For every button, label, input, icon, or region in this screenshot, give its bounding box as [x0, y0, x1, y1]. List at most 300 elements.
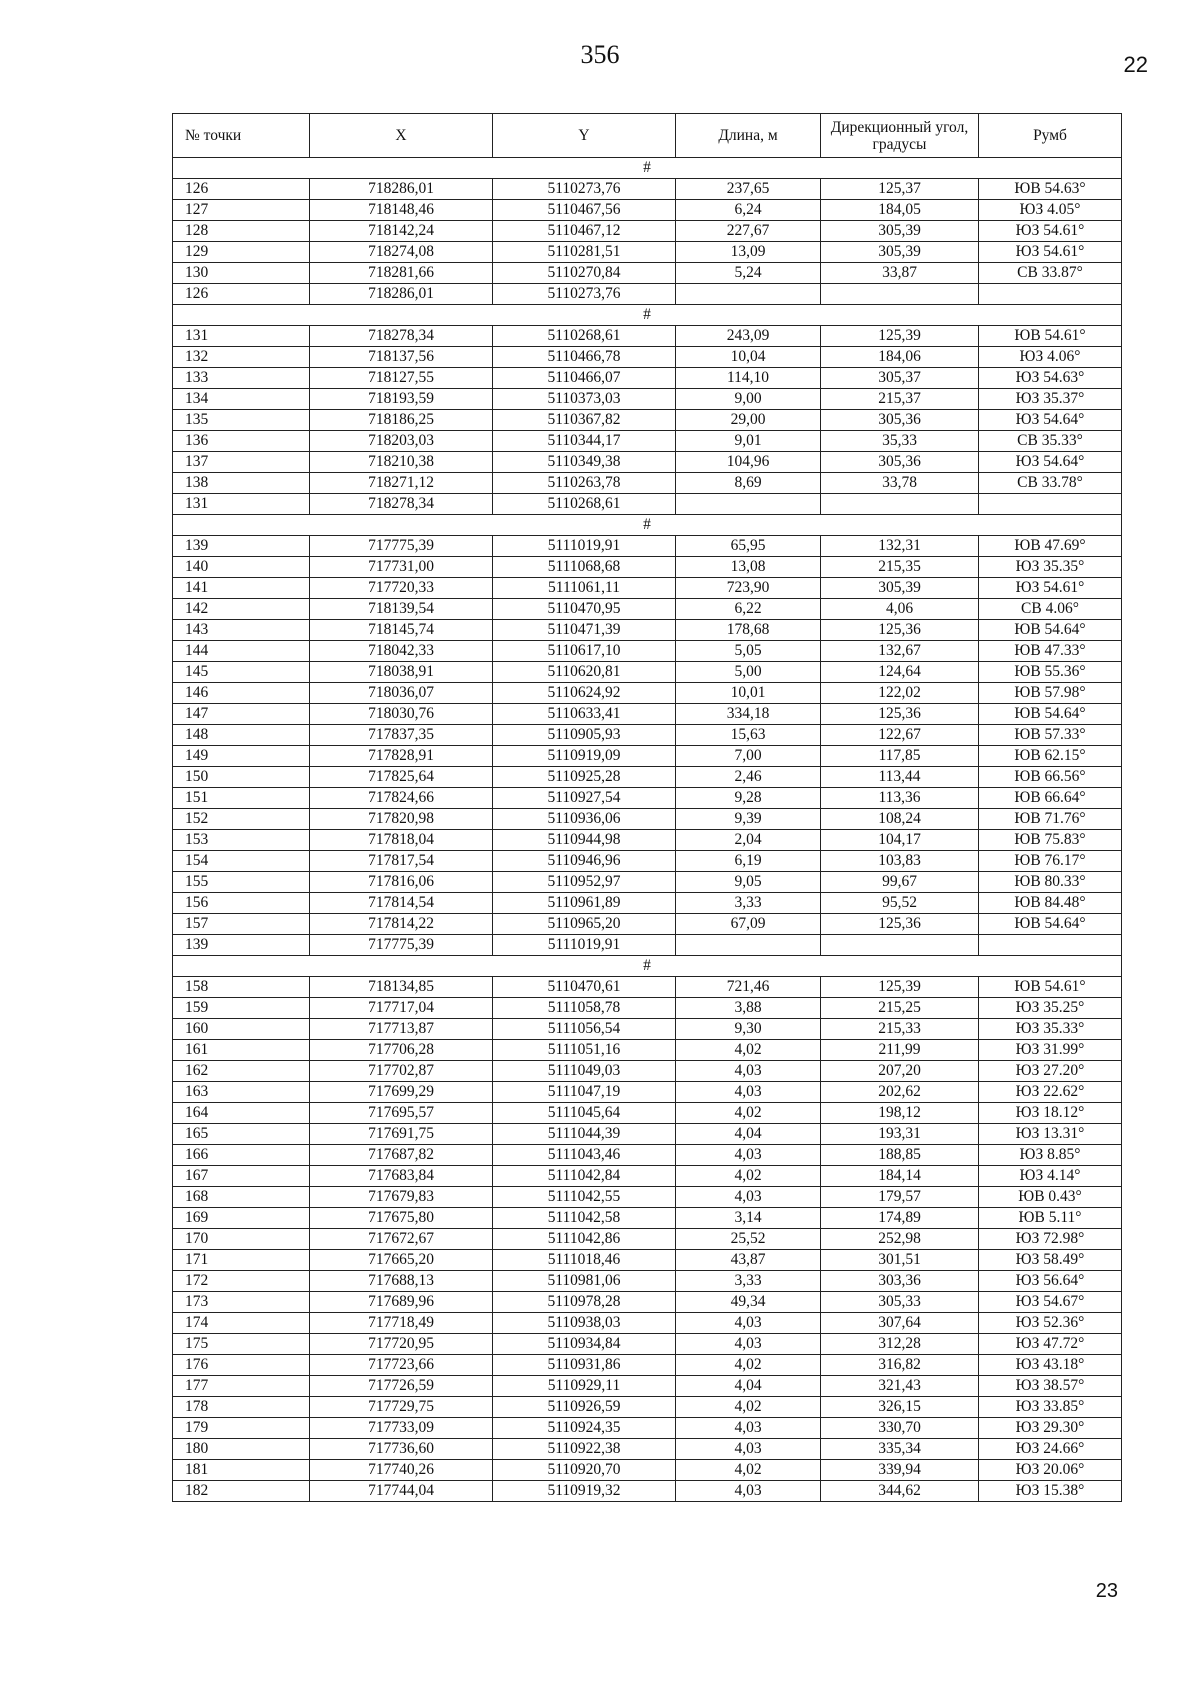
cell-x: 717729,75 — [310, 1397, 493, 1418]
cell-x: 718038,91 — [310, 662, 493, 683]
cell-y: 5111044,39 — [493, 1124, 676, 1145]
cell-y: 5110965,20 — [493, 914, 676, 935]
cell-direction-angle: 117,85 — [821, 746, 979, 767]
cell-length — [676, 935, 821, 956]
table-row — [173, 200, 1122, 221]
table-row — [173, 599, 1122, 620]
table-row — [173, 1145, 1122, 1166]
cell-y: 5111045,64 — [493, 1103, 676, 1124]
cell-direction-angle: 33,87 — [821, 263, 979, 284]
cell-length: 4,03 — [676, 1145, 821, 1166]
cell-x: 718278,34 — [310, 494, 493, 515]
table-row — [173, 1250, 1122, 1271]
cell-rhumb: ЮЗ 18.12° — [979, 1103, 1122, 1124]
cell-x: 717736,60 — [310, 1439, 493, 1460]
cell-rhumb: ЮЗ 31.99° — [979, 1040, 1122, 1061]
table-row — [173, 1040, 1122, 1061]
cell-direction-angle: 99,67 — [821, 872, 979, 893]
cell-x: 718286,01 — [310, 284, 493, 305]
cell-x: 718127,55 — [310, 368, 493, 389]
table-row — [173, 1334, 1122, 1355]
cell-rhumb: ЮЗ 35.25° — [979, 998, 1122, 1019]
cell-point-number: 136 — [173, 431, 310, 452]
cell-length: 4,03 — [676, 1418, 821, 1439]
header-row — [173, 114, 1122, 158]
cell-rhumb: ЮВ 55.36° — [979, 662, 1122, 683]
cell-rhumb: ЮВ 57.98° — [979, 683, 1122, 704]
cell-direction-angle: 215,33 — [821, 1019, 979, 1040]
header-length: Длина, м — [676, 114, 821, 158]
cell-length: 4,04 — [676, 1124, 821, 1145]
table-row — [173, 536, 1122, 557]
cell-point-number: 157 — [173, 914, 310, 935]
cell-point-number: 159 — [173, 998, 310, 1019]
cell-length: 114,10 — [676, 368, 821, 389]
cell-y: 5110925,28 — [493, 767, 676, 788]
cell-x: 717720,33 — [310, 578, 493, 599]
cell-rhumb: ЮВ 71.76° — [979, 809, 1122, 830]
cell-length: 13,09 — [676, 242, 821, 263]
cell-y: 5110938,03 — [493, 1313, 676, 1334]
cell-point-number: 126 — [173, 179, 310, 200]
cell-direction-angle: 125,37 — [821, 179, 979, 200]
cell-y: 5110978,28 — [493, 1292, 676, 1313]
table-row — [173, 410, 1122, 431]
cell-point-number: 182 — [173, 1481, 310, 1502]
cell-y: 5110919,32 — [493, 1481, 676, 1502]
cell-x: 717818,04 — [310, 830, 493, 851]
cell-length: 8,69 — [676, 473, 821, 494]
cell-direction-angle: 113,36 — [821, 788, 979, 809]
cell-y: 5110922,38 — [493, 1439, 676, 1460]
cell-length: 13,08 — [676, 557, 821, 578]
cell-length: 721,46 — [676, 977, 821, 998]
table-row — [173, 431, 1122, 452]
cell-direction-angle: 125,39 — [821, 326, 979, 347]
cell-length: 7,00 — [676, 746, 821, 767]
cell-length: 334,18 — [676, 704, 821, 725]
cell-y: 5110905,93 — [493, 725, 676, 746]
table-row — [173, 1124, 1122, 1145]
cell-length: 5,05 — [676, 641, 821, 662]
cell-point-number: 152 — [173, 809, 310, 830]
page-number-right: 22 — [1123, 52, 1148, 77]
cell-point-number: 141 — [173, 578, 310, 599]
cell-y: 5111042,58 — [493, 1208, 676, 1229]
cell-rhumb: ЮВ 62.15° — [979, 746, 1122, 767]
cell-direction-angle: 125,36 — [821, 914, 979, 935]
cell-rhumb: ЮЗ 54.61° — [979, 242, 1122, 263]
cell-point-number: 147 — [173, 704, 310, 725]
table-row — [173, 1292, 1122, 1313]
cell-length: 65,95 — [676, 536, 821, 557]
cell-x: 717817,54 — [310, 851, 493, 872]
cell-length: 4,03 — [676, 1439, 821, 1460]
table-row — [173, 473, 1122, 494]
cell-point-number: 174 — [173, 1313, 310, 1334]
table-row — [173, 830, 1122, 851]
cell-y: 5110961,89 — [493, 893, 676, 914]
cell-rhumb: ЮВ 47.33° — [979, 641, 1122, 662]
cell-length: 243,09 — [676, 326, 821, 347]
cell-x: 717687,82 — [310, 1145, 493, 1166]
cell-y: 5110466,78 — [493, 347, 676, 368]
cell-length: 67,09 — [676, 914, 821, 935]
section-separator: # — [173, 305, 1122, 326]
cell-direction-angle: 215,25 — [821, 998, 979, 1019]
cell-x: 717814,22 — [310, 914, 493, 935]
cell-x: 717825,64 — [310, 767, 493, 788]
section-separator: # — [173, 515, 1122, 536]
cell-point-number: 131 — [173, 326, 310, 347]
table-row — [173, 347, 1122, 368]
table-row — [173, 1376, 1122, 1397]
cell-y: 5110470,61 — [493, 977, 676, 998]
table-row — [173, 1229, 1122, 1250]
cell-y: 5110624,92 — [493, 683, 676, 704]
cell-length: 4,03 — [676, 1082, 821, 1103]
cell-length: 3,33 — [676, 1271, 821, 1292]
cell-rhumb: ЮВ 66.64° — [979, 788, 1122, 809]
cell-length: 9,28 — [676, 788, 821, 809]
table-row — [173, 1187, 1122, 1208]
cell-length: 9,30 — [676, 1019, 821, 1040]
cell-length: 4,02 — [676, 1166, 821, 1187]
cell-direction-angle: 113,44 — [821, 767, 979, 788]
cell-rhumb: ЮВ 54.64° — [979, 704, 1122, 725]
cell-rhumb: ЮЗ 54.63° — [979, 368, 1122, 389]
section-separator-row — [173, 956, 1122, 977]
table-row — [173, 851, 1122, 872]
cell-x: 718193,59 — [310, 389, 493, 410]
cell-length: 6,22 — [676, 599, 821, 620]
cell-length: 4,03 — [676, 1061, 821, 1082]
section-separator-row — [173, 515, 1122, 536]
cell-point-number: 177 — [173, 1376, 310, 1397]
cell-length: 4,02 — [676, 1397, 821, 1418]
cell-x: 717733,09 — [310, 1418, 493, 1439]
cell-point-number: 162 — [173, 1061, 310, 1082]
cell-direction-angle: 305,37 — [821, 368, 979, 389]
table-row — [173, 1481, 1122, 1502]
cell-rhumb: ЮЗ 4.06° — [979, 347, 1122, 368]
cell-x: 717691,75 — [310, 1124, 493, 1145]
cell-point-number: 144 — [173, 641, 310, 662]
cell-x: 717775,39 — [310, 536, 493, 557]
cell-direction-angle: 132,31 — [821, 536, 979, 557]
table-row — [173, 809, 1122, 830]
cell-x: 718137,56 — [310, 347, 493, 368]
cell-y: 5111049,03 — [493, 1061, 676, 1082]
cell-direction-angle: 124,64 — [821, 662, 979, 683]
cell-point-number: 163 — [173, 1082, 310, 1103]
table-row — [173, 788, 1122, 809]
cell-direction-angle: 344,62 — [821, 1481, 979, 1502]
cell-y: 5110920,70 — [493, 1460, 676, 1481]
cell-point-number: 175 — [173, 1334, 310, 1355]
cell-direction-angle: 122,67 — [821, 725, 979, 746]
cell-direction-angle: 188,85 — [821, 1145, 979, 1166]
cell-y: 5111056,54 — [493, 1019, 676, 1040]
cell-rhumb: ЮЗ 35.35° — [979, 557, 1122, 578]
cell-y: 5110367,82 — [493, 410, 676, 431]
cell-y: 5110952,97 — [493, 872, 676, 893]
section-separator-row — [173, 158, 1122, 179]
cell-x: 718274,08 — [310, 242, 493, 263]
cell-point-number: 135 — [173, 410, 310, 431]
cell-rhumb: ЮЗ 35.37° — [979, 389, 1122, 410]
table-row — [173, 767, 1122, 788]
cell-point-number: 166 — [173, 1145, 310, 1166]
cell-length: 49,34 — [676, 1292, 821, 1313]
table-row — [173, 179, 1122, 200]
cell-point-number: 179 — [173, 1418, 310, 1439]
cell-point-number: 139 — [173, 935, 310, 956]
cell-point-number: 149 — [173, 746, 310, 767]
cell-y: 5110926,59 — [493, 1397, 676, 1418]
table-row — [173, 1313, 1122, 1334]
cell-y: 5110620,81 — [493, 662, 676, 683]
cell-direction-angle: 305,33 — [821, 1292, 979, 1313]
cell-point-number: 164 — [173, 1103, 310, 1124]
cell-direction-angle: 305,39 — [821, 578, 979, 599]
table-row — [173, 1397, 1122, 1418]
cell-rhumb: СВ 33.78° — [979, 473, 1122, 494]
cell-x: 717689,96 — [310, 1292, 493, 1313]
cell-point-number: 140 — [173, 557, 310, 578]
table-row — [173, 1208, 1122, 1229]
cell-y: 5110934,84 — [493, 1334, 676, 1355]
cell-direction-angle: 321,43 — [821, 1376, 979, 1397]
cell-length: 10,04 — [676, 347, 821, 368]
cell-y: 5110349,38 — [493, 452, 676, 473]
cell-length: 4,04 — [676, 1376, 821, 1397]
cell-x: 717828,91 — [310, 746, 493, 767]
cell-point-number: 158 — [173, 977, 310, 998]
cell-rhumb: ЮЗ 4.05° — [979, 200, 1122, 221]
table-row — [173, 893, 1122, 914]
cell-rhumb: ЮВ 54.63° — [979, 179, 1122, 200]
coordinates-table — [172, 113, 1122, 1502]
cell-point-number: 154 — [173, 851, 310, 872]
cell-point-number: 167 — [173, 1166, 310, 1187]
cell-rhumb: ЮЗ 8.85° — [979, 1145, 1122, 1166]
cell-direction-angle: 184,14 — [821, 1166, 979, 1187]
cell-length: 9,05 — [676, 872, 821, 893]
cell-point-number: 146 — [173, 683, 310, 704]
table-row — [173, 1271, 1122, 1292]
page-number-bottom: 23 — [1095, 1580, 1118, 1602]
cell-direction-angle: 305,39 — [821, 242, 979, 263]
cell-y: 5110981,06 — [493, 1271, 676, 1292]
table-row — [173, 368, 1122, 389]
cell-length: 4,02 — [676, 1460, 821, 1481]
cell-direction-angle: 215,35 — [821, 557, 979, 578]
cell-point-number: 143 — [173, 620, 310, 641]
cell-y: 5111018,46 — [493, 1250, 676, 1271]
cell-x: 718278,34 — [310, 326, 493, 347]
cell-x: 717672,67 — [310, 1229, 493, 1250]
table-row — [173, 1460, 1122, 1481]
cell-direction-angle: 301,51 — [821, 1250, 979, 1271]
cell-y: 5110471,39 — [493, 620, 676, 641]
cell-direction-angle: 33,78 — [821, 473, 979, 494]
cell-length: 4,03 — [676, 1481, 821, 1502]
table-row — [173, 1103, 1122, 1124]
cell-direction-angle: 125,36 — [821, 704, 979, 725]
cell-rhumb: ЮВ 80.33° — [979, 872, 1122, 893]
table-row — [173, 641, 1122, 662]
cell-rhumb: ЮЗ 24.66° — [979, 1439, 1122, 1460]
cell-direction-angle: 305,36 — [821, 452, 979, 473]
cell-y: 5110617,10 — [493, 641, 676, 662]
cell-x: 717665,20 — [310, 1250, 493, 1271]
cell-point-number: 142 — [173, 599, 310, 620]
header-x: X — [310, 114, 493, 158]
cell-rhumb: ЮЗ 13.31° — [979, 1124, 1122, 1145]
cell-rhumb: ЮЗ 33.85° — [979, 1397, 1122, 1418]
cell-direction-angle: 198,12 — [821, 1103, 979, 1124]
cell-x: 718148,46 — [310, 200, 493, 221]
cell-y: 5110927,54 — [493, 788, 676, 809]
cell-x: 718145,74 — [310, 620, 493, 641]
cell-direction-angle: 122,02 — [821, 683, 979, 704]
cell-rhumb: ЮЗ 29.30° — [979, 1418, 1122, 1439]
cell-length: 10,01 — [676, 683, 821, 704]
cell-x: 718186,25 — [310, 410, 493, 431]
cell-point-number: 170 — [173, 1229, 310, 1250]
cell-y: 5110281,51 — [493, 242, 676, 263]
table-row — [173, 1418, 1122, 1439]
cell-x: 718210,38 — [310, 452, 493, 473]
table-row — [173, 977, 1122, 998]
cell-direction-angle: 215,37 — [821, 389, 979, 410]
cell-rhumb: ЮЗ 54.64° — [979, 410, 1122, 431]
cell-y: 5110466,07 — [493, 368, 676, 389]
cell-rhumb: ЮВ 84.48° — [979, 893, 1122, 914]
cell-y: 5111042,86 — [493, 1229, 676, 1250]
cell-point-number: 176 — [173, 1355, 310, 1376]
cell-point-number: 128 — [173, 221, 310, 242]
cell-length: 4,03 — [676, 1334, 821, 1355]
cell-x: 717720,95 — [310, 1334, 493, 1355]
table-row — [173, 1439, 1122, 1460]
cell-direction-angle: 335,34 — [821, 1439, 979, 1460]
table-row — [173, 662, 1122, 683]
cell-rhumb: ЮЗ 35.33° — [979, 1019, 1122, 1040]
cell-direction-angle: 103,83 — [821, 851, 979, 872]
cell-rhumb — [979, 494, 1122, 515]
cell-point-number: 129 — [173, 242, 310, 263]
cell-x: 717718,49 — [310, 1313, 493, 1334]
cell-y: 5110467,12 — [493, 221, 676, 242]
cell-y: 5111058,78 — [493, 998, 676, 1019]
cell-y: 5111043,46 — [493, 1145, 676, 1166]
cell-rhumb: ЮВ 54.64° — [979, 620, 1122, 641]
cell-direction-angle: 179,57 — [821, 1187, 979, 1208]
cell-point-number: 155 — [173, 872, 310, 893]
cell-direction-angle: 104,17 — [821, 830, 979, 851]
cell-length — [676, 494, 821, 515]
cell-y: 5110344,17 — [493, 431, 676, 452]
cell-point-number: 127 — [173, 200, 310, 221]
cell-length: 4,02 — [676, 1040, 821, 1061]
cell-x: 718042,33 — [310, 641, 493, 662]
cell-x: 717744,04 — [310, 1481, 493, 1502]
cell-length: 9,00 — [676, 389, 821, 410]
cell-y: 5110268,61 — [493, 326, 676, 347]
cell-x: 717814,54 — [310, 893, 493, 914]
cell-rhumb — [979, 284, 1122, 305]
cell-direction-angle — [821, 494, 979, 515]
cell-rhumb: ЮВ 54.64° — [979, 914, 1122, 935]
cell-x: 717695,57 — [310, 1103, 493, 1124]
cell-direction-angle: 307,64 — [821, 1313, 979, 1334]
page-number-top: 356 — [580, 40, 620, 69]
cell-x: 717816,06 — [310, 872, 493, 893]
table-row — [173, 872, 1122, 893]
cell-x: 717820,98 — [310, 809, 493, 830]
cell-point-number: 181 — [173, 1460, 310, 1481]
cell-direction-angle: 95,52 — [821, 893, 979, 914]
section-separator: # — [173, 158, 1122, 179]
cell-x: 717713,87 — [310, 1019, 493, 1040]
cell-rhumb: ЮЗ 52.36° — [979, 1313, 1122, 1334]
table-row — [173, 494, 1122, 515]
cell-length: 723,90 — [676, 578, 821, 599]
cell-direction-angle: 132,67 — [821, 641, 979, 662]
cell-length: 2,04 — [676, 830, 821, 851]
cell-direction-angle: 326,15 — [821, 1397, 979, 1418]
cell-y: 5110263,78 — [493, 473, 676, 494]
cell-rhumb: ЮЗ 27.20° — [979, 1061, 1122, 1082]
cell-x: 718142,24 — [310, 221, 493, 242]
cell-x: 718139,54 — [310, 599, 493, 620]
cell-point-number: 172 — [173, 1271, 310, 1292]
cell-x: 717731,00 — [310, 557, 493, 578]
cell-y: 5110919,09 — [493, 746, 676, 767]
cell-x: 718286,01 — [310, 179, 493, 200]
cell-x: 717699,29 — [310, 1082, 493, 1103]
cell-y: 5111042,55 — [493, 1187, 676, 1208]
cell-length: 6,19 — [676, 851, 821, 872]
cell-direction-angle: 174,89 — [821, 1208, 979, 1229]
table-row — [173, 389, 1122, 410]
header-y: Y — [493, 114, 676, 158]
cell-x: 717837,35 — [310, 725, 493, 746]
section-separator-row — [173, 305, 1122, 326]
cell-point-number: 134 — [173, 389, 310, 410]
cell-x: 717688,13 — [310, 1271, 493, 1292]
cell-x: 717723,66 — [310, 1355, 493, 1376]
cell-point-number: 156 — [173, 893, 310, 914]
cell-length: 3,33 — [676, 893, 821, 914]
cell-point-number: 165 — [173, 1124, 310, 1145]
header-direction-angle: Дирекционный угол, градусы — [821, 114, 979, 158]
table-header — [173, 114, 1122, 158]
cell-length: 4,02 — [676, 1103, 821, 1124]
cell-point-number: 130 — [173, 263, 310, 284]
cell-point-number: 139 — [173, 536, 310, 557]
cell-x: 718281,66 — [310, 263, 493, 284]
cell-rhumb: ЮЗ 54.61° — [979, 221, 1122, 242]
cell-point-number: 171 — [173, 1250, 310, 1271]
cell-rhumb: ЮЗ 54.67° — [979, 1292, 1122, 1313]
cell-direction-angle: 330,70 — [821, 1418, 979, 1439]
cell-point-number: 153 — [173, 830, 310, 851]
cell-y: 5110273,76 — [493, 284, 676, 305]
cell-point-number: 169 — [173, 1208, 310, 1229]
